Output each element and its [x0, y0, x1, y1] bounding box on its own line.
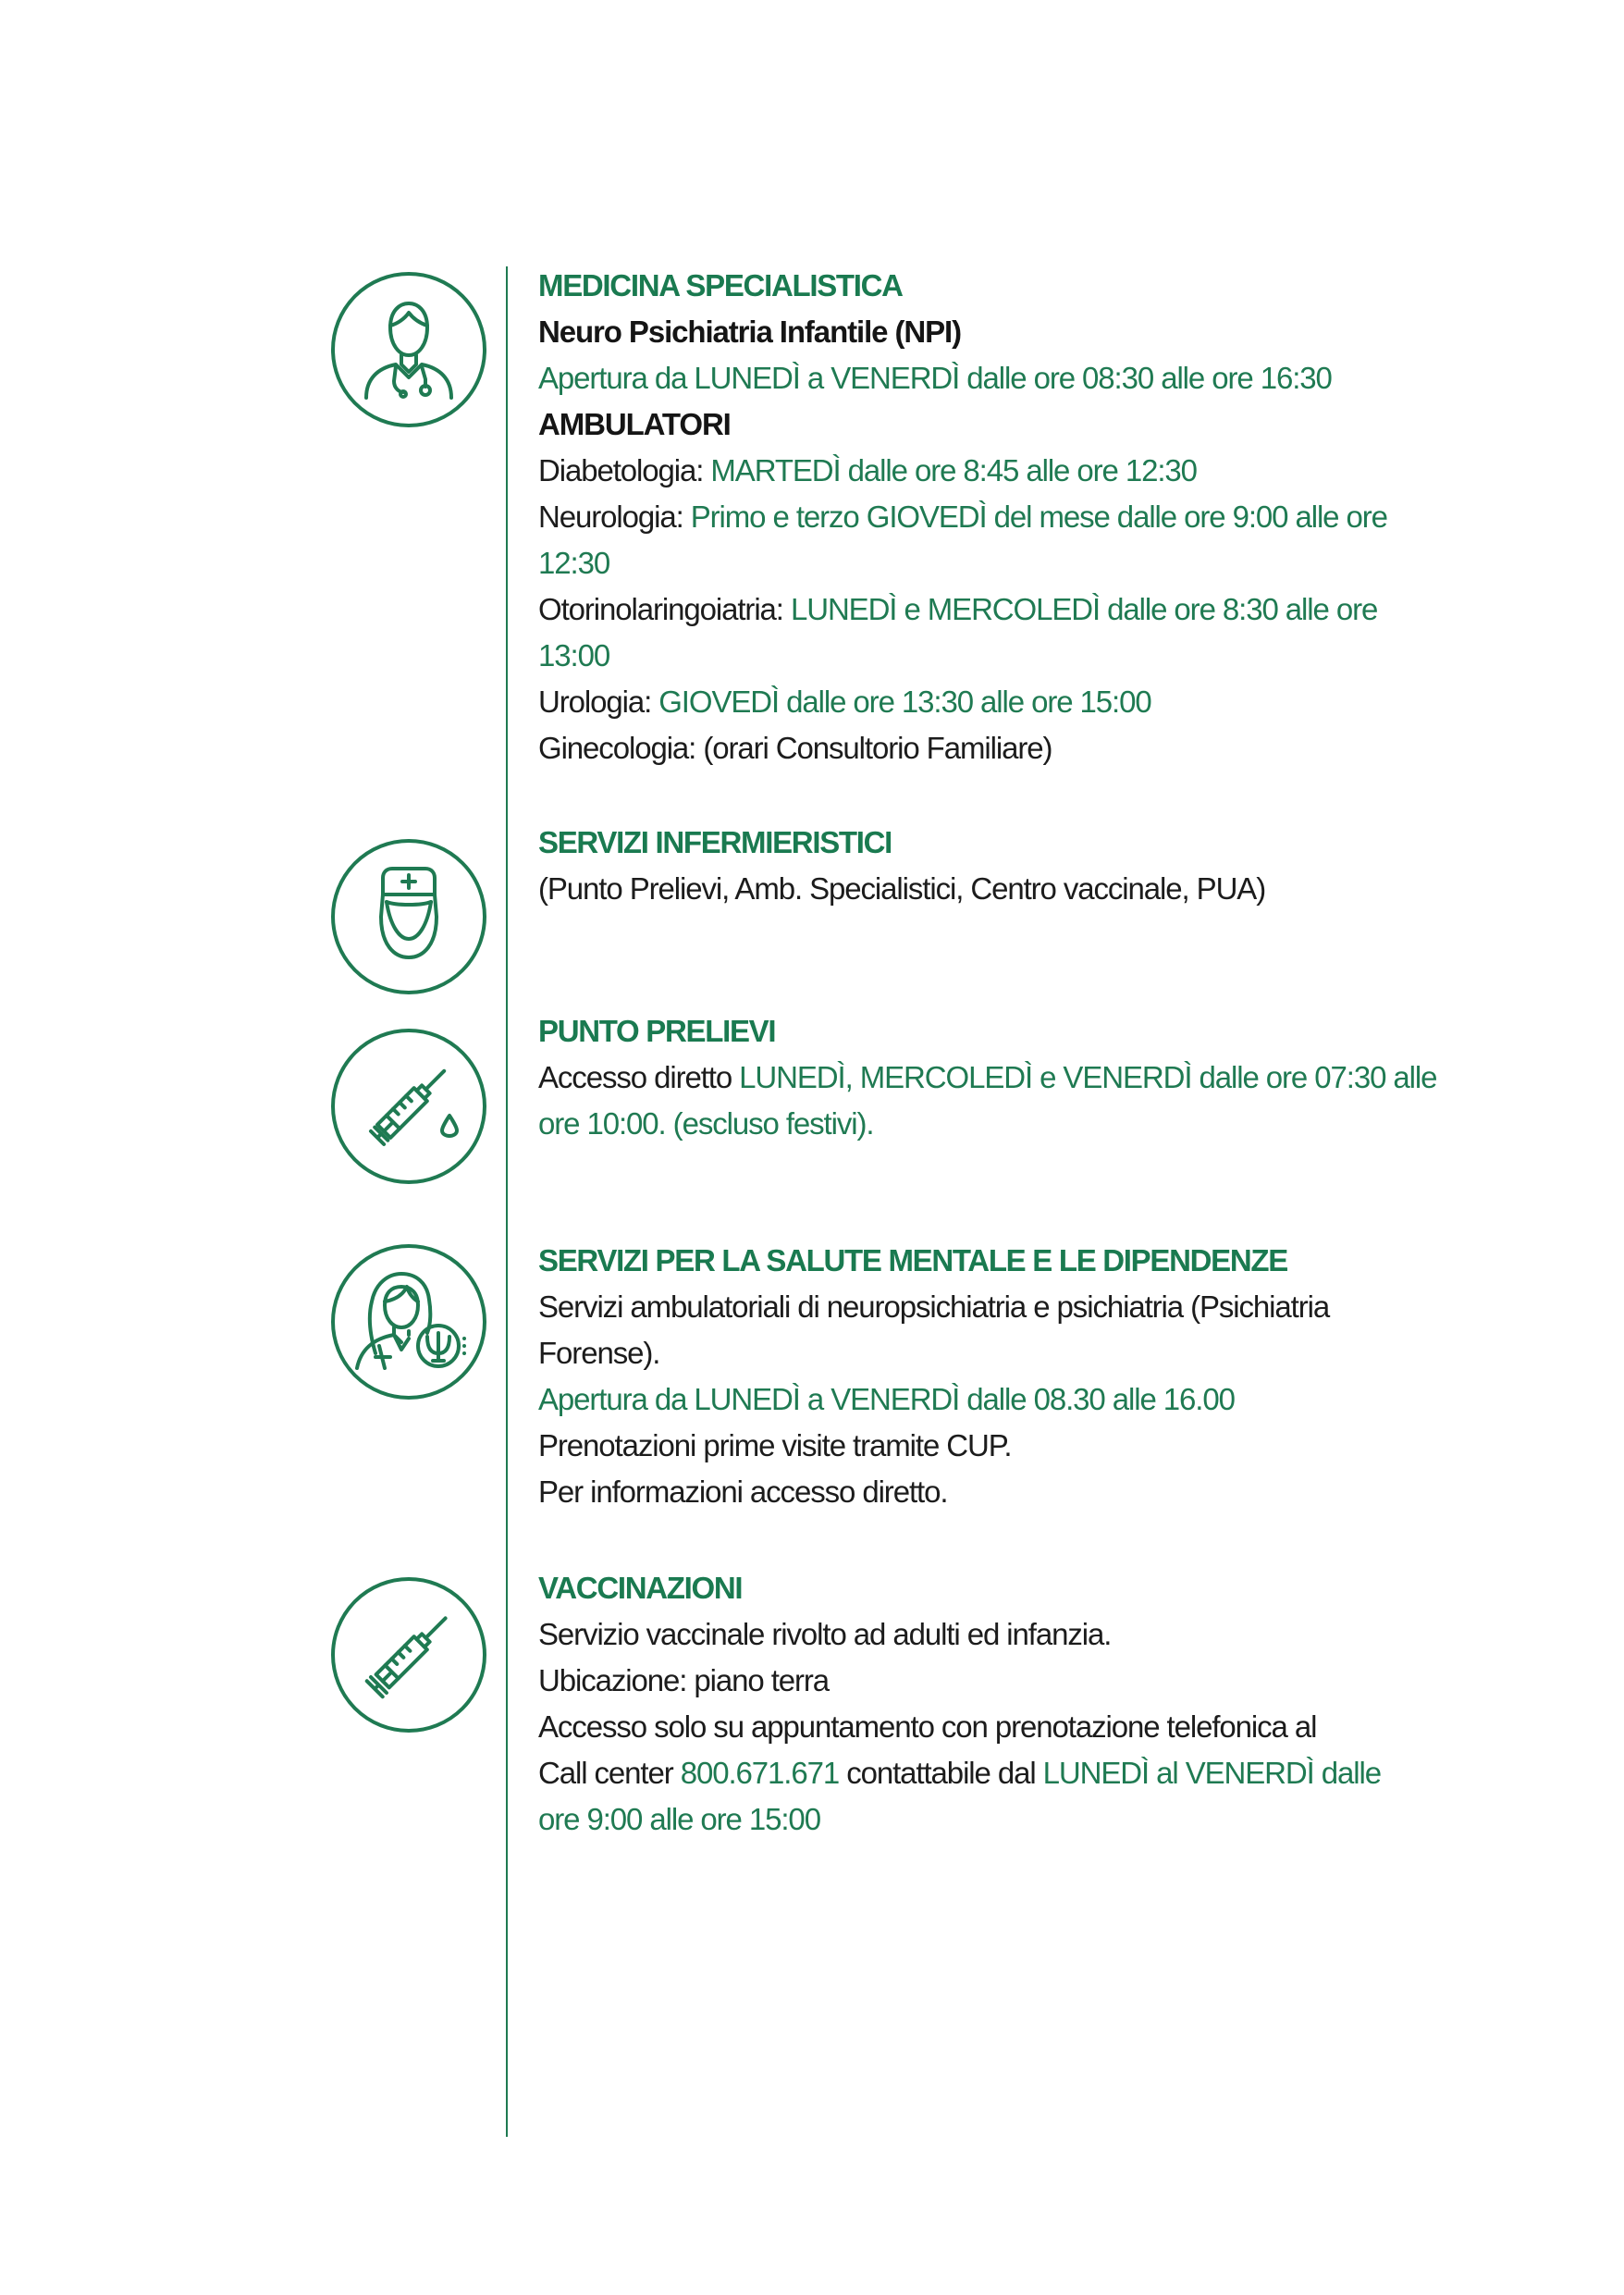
- opening-hours: Apertura da LUNEDÌ a VENERDÌ dalle 08.30 alle 16.00: [538, 1382, 1235, 1416]
- section-title: SERVIZI PER LA SALUTE MENTALE E LE DIPENDENZE: [538, 1243, 1287, 1277]
- section-servizi-infermieristici: [538, 820, 1583, 912]
- section-punto-prelievi: [538, 1008, 1583, 1147]
- section-subtitle: Neuro Psichiatria Infantile (NPI): [538, 315, 961, 349]
- section-text: Ubicazione: piano terra: [538, 1663, 830, 1697]
- section-title: VACCINAZIONI: [538, 1571, 743, 1605]
- clinic-row: Urologia: GIOVEDÌ dalle ore 13:30 alle ore 15:00: [538, 685, 1151, 719]
- clinic-row: Ginecologia: (orari Consultorio Familiare): [538, 731, 1052, 765]
- blood-draw-syringe-icon: [329, 1027, 488, 1186]
- section-title: PUNTO PRELIEVI: [538, 1014, 776, 1048]
- section-text: Call center 800.671.671 contattabile dal LUNEDÌ al VENERDÌ dalle: [538, 1756, 1381, 1790]
- vaccine-syringe-icon: [329, 1575, 488, 1734]
- section-title: SERVIZI INFERMIERISTICI: [538, 825, 892, 859]
- clinic-row: Diabetologia: MARTEDÌ dalle ore 8:45 alle ore 12:30: [538, 453, 1197, 487]
- opening-hours: Apertura da LUNEDÌ a VENERDÌ dalle ore 08:30 alle ore 16:30: [538, 361, 1332, 395]
- clinic-row-cont: 12:30: [538, 546, 610, 580]
- doctor-icon: [329, 270, 488, 429]
- section-text: (Punto Prelievi, Amb. Specialistici, Centro vaccinale, PUA): [538, 871, 1266, 906]
- nurse-icon: [329, 837, 488, 996]
- section-vaccinazioni: [538, 1565, 1583, 1843]
- vertical-divider: [506, 266, 508, 2137]
- section-title: MEDICINA SPECIALISTICA: [538, 268, 903, 302]
- clinic-row: Otorinolaringoiatria: LUNEDÌ e MERCOLEDÌ dalle ore 8:30 alle ore: [538, 592, 1378, 626]
- section-text: Accesso solo su appuntamento con prenotazione telefonica al: [538, 1709, 1317, 1744]
- section-text: ore 10:00. (escluso festivi).: [538, 1106, 874, 1141]
- section-medicina-specialistica: [538, 263, 1583, 771]
- section-text: Servizi ambulatoriali di neuropsichiatria e psichiatria (Psichiatria: [538, 1289, 1330, 1324]
- mental-health-icon: [329, 1242, 488, 1401]
- section-text: ore 9:00 alle ore 15:00: [538, 1802, 820, 1836]
- clinics-heading: AMBULATORI: [538, 407, 731, 441]
- clinic-row-cont: 13:00: [538, 638, 610, 672]
- phone-number: 800.671.671: [680, 1756, 840, 1790]
- section-text: Servizio vaccinale rivolto ad adulti ed infanzia.: [538, 1617, 1112, 1651]
- section-salute-mentale: [538, 1238, 1583, 1515]
- section-text: Accesso diretto LUNEDÌ, MERCOLEDÌ e VENERDÌ dalle ore 07:30 alle: [538, 1060, 1437, 1094]
- section-text: Per informazioni accesso diretto.: [538, 1474, 948, 1509]
- clinic-row: Neurologia: Primo e terzo GIOVEDÌ del mese dalle ore 9:00 alle ore: [538, 500, 1387, 534]
- section-text: Forense).: [538, 1336, 660, 1370]
- section-text: Prenotazioni prime visite tramite CUP.: [538, 1428, 1012, 1462]
